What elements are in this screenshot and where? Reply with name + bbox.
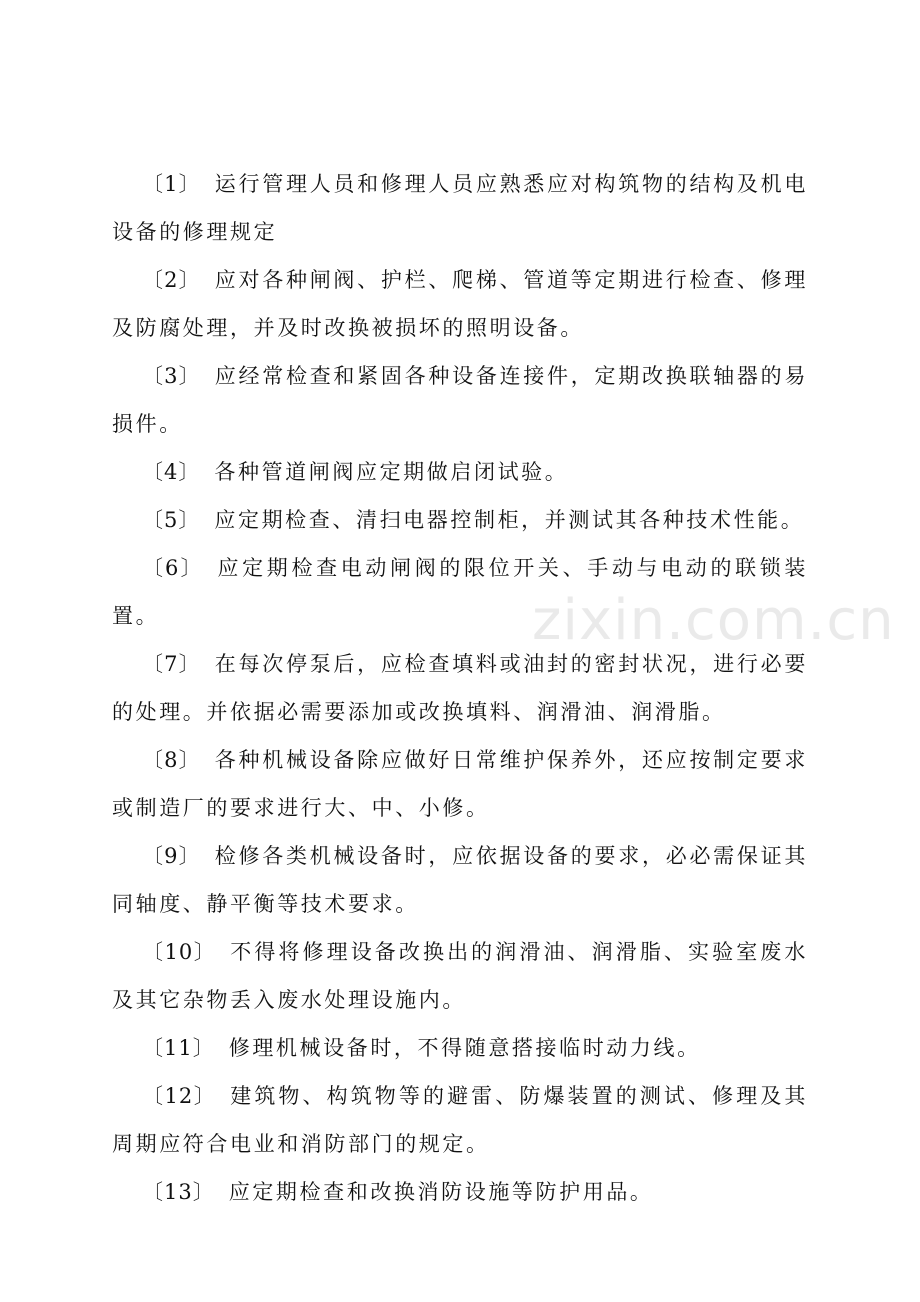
item-number: 〔6〕 [142, 556, 204, 580]
item-text: 修理机械设备时，不得随意搭接临时动力线。 [228, 1036, 701, 1060]
item-text: 应经常检查和紧固各种设备连接件，定期改换联轴器的易损件。 [112, 364, 808, 436]
item-number: 〔9〕 [142, 844, 201, 868]
list-item [112, 1072, 808, 1168]
item-text: 应定期检查、清扫电器控制柜，并测试其各种技术性能。 [214, 508, 805, 532]
list-item [112, 160, 808, 256]
item-number: 〔13〕 [142, 1180, 215, 1204]
item-text: 不得将修理设备改换出的润滑油、润滑脂、实验室废水及其它杂物丢入废水处理设施内。 [112, 940, 808, 1012]
item-text: 各种管道闸阀应定期做启闭试验。 [214, 460, 569, 484]
item-number: 〔4〕 [142, 460, 201, 484]
list-item [112, 544, 808, 640]
list-item [112, 1024, 808, 1072]
item-text: 应定期检查和改换消防设施等防护用品。 [228, 1180, 654, 1204]
item-number: 〔10〕 [142, 940, 217, 964]
list-item [112, 256, 808, 352]
item-number: 〔12〕 [142, 1084, 217, 1108]
item-number: 〔2〕 [142, 268, 201, 292]
list-item [112, 448, 808, 496]
item-text: 应定期检查电动闸阀的限位开关、手动与电动的联锁装置。 [112, 556, 808, 628]
document-body [112, 160, 808, 1216]
item-text: 在每次停泵后，应检查填料或油封的密封状况，进行必要的处理。并依据必需要添加或改换填料、润滑油、润滑脂。 [112, 652, 808, 724]
list-item [112, 928, 808, 1024]
item-text: 运行管理人员和修理人员应熟悉应对构筑物的结构及机电设备的修理规定 [112, 172, 808, 244]
list-item [112, 736, 808, 832]
item-number: 〔8〕 [142, 748, 201, 772]
list-item [112, 352, 808, 448]
watermark: zixin.com.cn [532, 588, 895, 653]
item-number: 〔5〕 [142, 508, 201, 532]
item-number: 〔7〕 [142, 652, 201, 676]
list-item [112, 832, 808, 928]
list-item [112, 640, 808, 736]
item-text: 建筑物、构筑物等的避雷、防爆装置的测试、修理及其周期应符合电业和消防部门的规定。 [112, 1084, 808, 1156]
item-text: 应对各种闸阀、护栏、爬梯、管道等定期进行检查、修理及防腐处理，并及时改换被损坏的照明设备。 [112, 268, 808, 340]
list-item [112, 496, 808, 544]
item-number: 〔11〕 [142, 1036, 215, 1060]
list-item [112, 1168, 808, 1216]
item-number: 〔3〕 [142, 364, 201, 388]
item-text: 各种机械设备除应做好日常维护保养外，还应按制定要求或制造厂的要求进行大、中、小修。 [112, 748, 808, 820]
item-text: 检修各类机械设备时，应依据设备的要求，必必需保证其同轴度、静平衡等技术要求。 [112, 844, 808, 916]
item-number: 〔1〕 [142, 172, 201, 196]
